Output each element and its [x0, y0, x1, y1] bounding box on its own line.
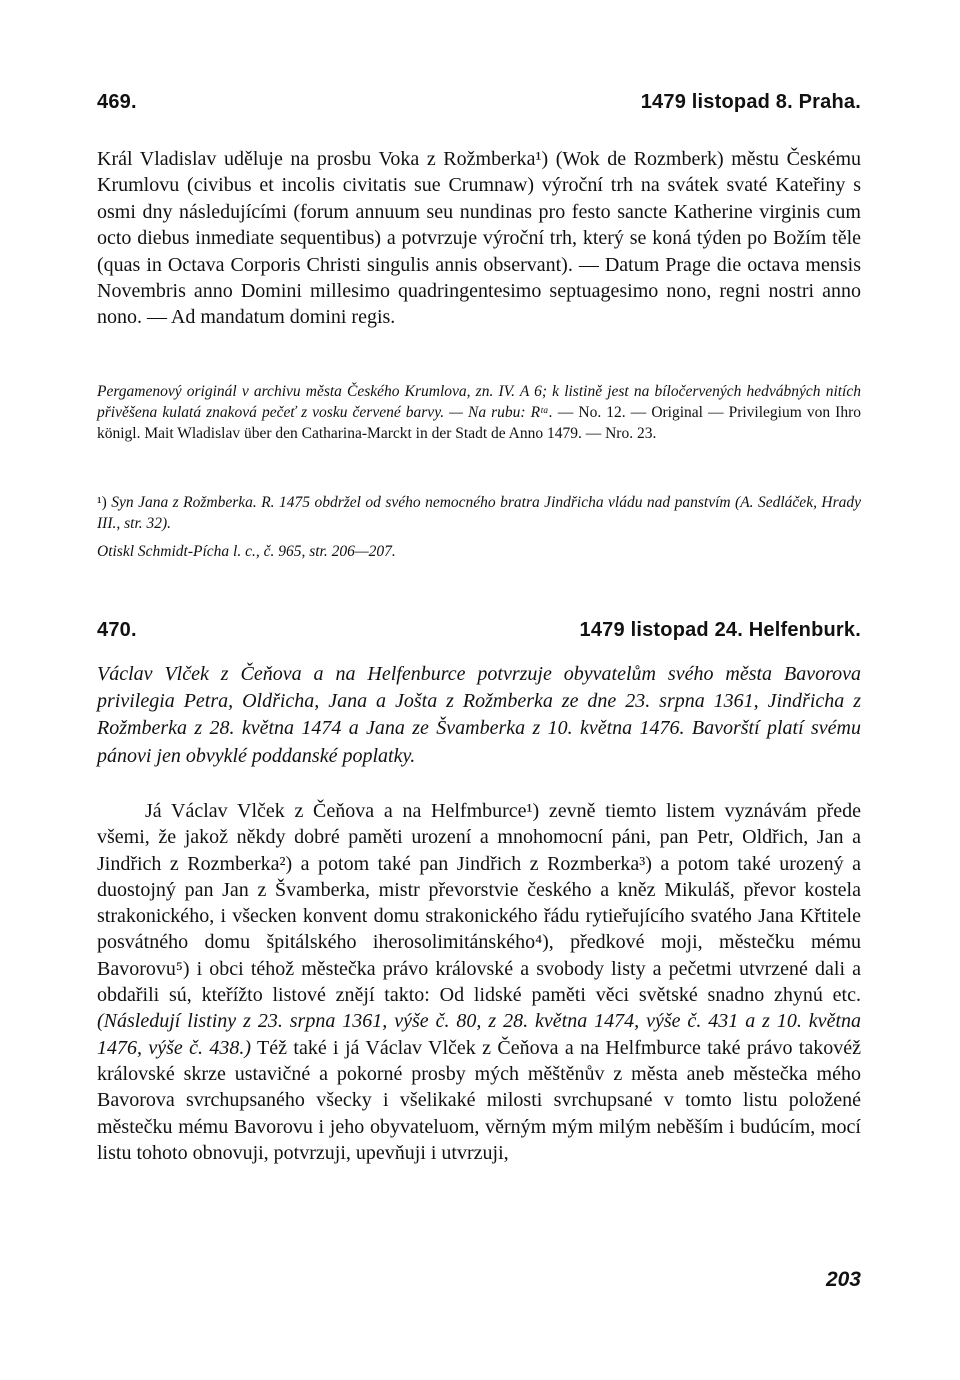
- page-number: 203: [825, 1268, 861, 1291]
- footnote-mark: ¹): [97, 494, 107, 511]
- archival-note-italic: Pergamenový originál v archivu města Českého Krumlova, zn. IV. A 6; k listině jest na bíločervených hedvábných nitích přivěšena kulatá znaková pečeť z vosku červené barvy. — Na rubu: Rᵗᵃ.: [97, 383, 861, 422]
- entry-470-heading: [97, 619, 861, 642]
- archival-note-plain: — No. 12. — Original — Privilegium von Ihro königl. Mait Wladislav über den Catharina-Marckt in der Stadt de Anno 1479. — Nro. 23.: [97, 404, 861, 443]
- footnote-text: Syn Jana z Rožmberka. R. 1475 obdržel od svého nemocného bratra Jindřicha vládu nad panstvím (A. Sedláček, Hrady III., str. 32).: [97, 494, 861, 533]
- entry-date-place: 1479 listopad 24. Helfenburk.: [579, 619, 861, 641]
- entry-469-heading: [97, 91, 861, 114]
- entry-date-place: 1479 listopad 8. Praha.: [640, 91, 861, 113]
- entry-470-text-a: Já Václav Vlček z Čeňova a na Helfmburce¹) zevně tiemto listem vyznávám přede všemi, že jakož někdy dobré paměti urození a mnohomocní páni, pan Petr, Oldřich, Jan a Jindřich z Rozmberka²) a potom také pan Jindřich z Rozmberka³) a potom také urozený a duostojný pan Jan z Švamberka, mistr převorstvie českého a kněz Mikuláš, převor kostela strakonického, i všecken konvent domu strakonického řádu rytieřujícího svatého Jana Křtitele posvátného domu špitálského iherosolimitánského⁴), předkové moji, městečku mému Bavorovu⁵) i obci téhož městečka právo královské a svobody listy a pečetmi utvrzené dali a obdařili sú, kteřížto listové znějí takto: Od lidské paměti věci světské snadno zhynú etc.: [97, 800, 861, 1007]
- footnote-1: [97, 492, 861, 534]
- entry-470-abstract: Václav Vlček z Čeňova a na Helfenburce potvrzuje obyvatelům svého města Bavorova privilegia Petra, Oldřicha, Jana a Jošta z Rožmberka ze dne 23. srpna 1361, Jindřicha z Rožmberka z 28. května 1474 a Jana ze Švamberka z 10. května 1476. Bavorští platí svému pánovi jen obvyklé poddanské poplatky.: [97, 663, 861, 767]
- entry-469-text: Král Vladislav uděluje na prosbu Voka z Rožmberka¹) (Wok de Rozmberk) městu Českému Krumlovu (civibus et incolis civitatis sue Crumnaw) výroční trh na svátek svaté Kateřiny s osmi dny následujícími (forum annuum seu nundinas pro festo sancte Katherine virginis cum octo diebus inmediate sequentibus) a potvrzuje výroční trh, který se koná týden po Božím těle (quas in Octava Corporis Christi singulis annis observant). — Datum Prage die octava mensis Novembris anno Domini millesimo quadringentesimo septuagesimo nono, regni nostri anno nono. — Ad mandatum domini regis.: [97, 148, 861, 329]
- entry-470-text-italic: (Následují listiny z 23. srpna 1361, výše č. 80, z 28. května 1474, výše č. 431 a z 10. května 1476, výše č. 438.): [97, 1010, 861, 1059]
- entry-470-text: [97, 798, 861, 1166]
- archival-note: [97, 381, 861, 445]
- entry-470-text-b: Též také i já Václav Vlček z Čeňova a na Helfmburce také právo takovéž královské skrze ustavičné a pokorné prosby mých měštěnův z města aneb městečka mého Bavorova svrchupsaného všecky i všelikaké milosti svrchupsané v tomto listu položené městečku mému Bavorovu i jeho obyvateluom, věrným mým milým neběším i budúcím, mocí listu tohoto obnovuji, potvrzuji, upevňuji i utvrzuji,: [97, 1036, 861, 1164]
- entry-number: 470.: [97, 619, 137, 641]
- print-reference: Otiskl Schmidt-Pícha l. c., č. 965, str. 206—207.: [97, 543, 396, 560]
- entry-number: 469.: [97, 91, 137, 113]
